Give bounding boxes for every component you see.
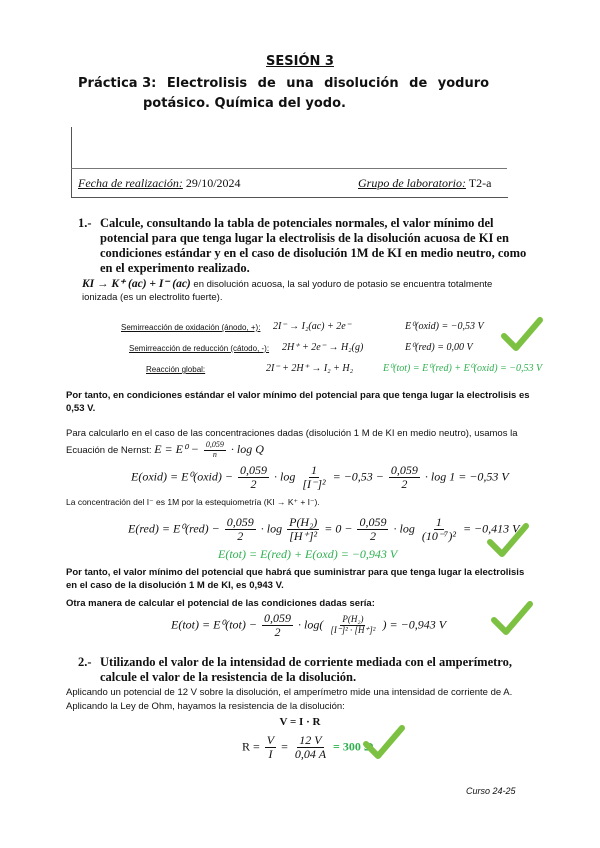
ered-in-num2: 1 — [435, 515, 442, 529]
nernst-frac-den: n — [212, 449, 217, 459]
date-row — [78, 176, 241, 191]
practice-title — [78, 76, 518, 91]
etot2-in-num: P(H₂) — [342, 614, 364, 625]
nernst-frac-num: 0,059 — [205, 440, 224, 449]
r-result: = 300 Ω — [333, 739, 374, 754]
etot-line: E(tot) = E(red) + E(oxd) = −0,943 V — [218, 547, 398, 561]
etot2-num: 0,059 — [264, 611, 291, 625]
ox-label — [121, 323, 260, 332]
practice-title-line2: potásico. Química del yodo. — [143, 96, 346, 111]
group-value: T2-a — [468, 176, 492, 190]
eox-den: 2 — [250, 477, 257, 492]
ered-in-den2: (10⁻⁷)² — [421, 529, 456, 544]
session-title: SESIÓN 3 — [266, 54, 334, 69]
etot2-end: ) = −0,943 V — [382, 617, 447, 632]
q1-text: Calcule, consultando la tabla de potenciales normales, el valor mínimo del potencial para que tenga lugar la electrolisis de la disolución acuosa de KI en condiciones estándar y en el caso de disolución 1M de KI en medio neutro, como en el experimento realizado. — [100, 216, 527, 275]
ox-pot: E⁰(oxid) = −0,53 V — [405, 321, 484, 332]
other-way: Otra manera de calcular el potencial de las condiciones dadas sería: — [66, 598, 375, 609]
etot2-log: · log( — [298, 617, 324, 632]
course-footer: Curso 24-25 — [466, 786, 516, 796]
eox-equation — [131, 464, 509, 491]
q1-number: 1.- — [78, 216, 92, 230]
red-label — [129, 344, 269, 353]
q2-number: 2.- — [78, 655, 92, 669]
global-label-text: Reacción global: — [146, 365, 206, 374]
r-lhs: R = — [242, 739, 260, 754]
ered-num2: 0,059 — [359, 515, 387, 529]
global-label — [146, 365, 205, 374]
ox-eq: 2I⁻ → I₂(ac) + 2e⁻ — [273, 321, 351, 332]
q2-answer: Aplicando un potencial de 12 V sobre la disolución, el amperímetro mide una intensidad de corriente de A. Aplicando la Ley de Ohm, hayamos la resistencia de la disolución: — [66, 687, 513, 712]
eox-mid: = −0,53 − — [332, 469, 384, 484]
nernst-intro — [66, 426, 536, 460]
check-icon — [488, 598, 536, 638]
ered-num: 0,059 — [226, 515, 254, 529]
check-icon — [498, 314, 546, 354]
check-icon — [360, 722, 408, 762]
eox-log: · log — [273, 469, 296, 484]
etot2-in-den: [I⁻]² · [H⁺]² — [330, 625, 376, 636]
red-eq: 2H⁺ + 2e⁻ → H₂(g) — [282, 342, 364, 353]
ered-in-den: [H⁺]² — [289, 529, 318, 544]
eox-num: 0,059 — [239, 463, 267, 477]
q2-text: Utilizando el valor de la intensidad de corriente mediada con el amperímetro, calcule el valor de la resistencia de la disolución. — [100, 655, 512, 684]
ohm-law: V = I · R — [279, 716, 321, 728]
ox-label-text: Semirreacción de oxidación (ánodo, +): — [121, 323, 261, 332]
ered-lhs: E(red) = E⁰(red) − — [128, 521, 220, 536]
red-label-text: Semirreacción de reducción (cátodo, -): — [129, 344, 270, 353]
eox-den2: 2 — [401, 477, 408, 492]
ered-den2: 2 — [369, 529, 376, 544]
global-eq: 2I⁻ + 2H⁺ → I₂ + H₂ — [266, 363, 354, 374]
r-f2-den: 0,04 A — [294, 747, 327, 762]
conclusion-2: Por tanto, el valor mínimo del potencial que habrá que suministrar para que tenga lugar la electrolisis en el caso de la disolución 1 M de KI, es 0,943 V. — [66, 567, 525, 591]
nernst-eq-rhs: · log Q — [230, 442, 264, 457]
check-icon — [484, 520, 532, 560]
r-equation — [242, 734, 373, 761]
eox-in-num: 1 — [310, 463, 317, 477]
conc-note: La concentración del I⁻ es 1M por la estequiometría (KI → K⁺ + I⁻). — [66, 497, 320, 507]
global-pot: E⁰(tot) = E⁰(red) + E⁰(oxid) = −0,53 V — [383, 363, 543, 374]
date-value: 29/10/2024 — [185, 176, 241, 190]
r-f2-num: 12 V — [299, 733, 322, 747]
nernst-eq — [154, 440, 264, 459]
group-row — [358, 176, 491, 191]
practice-title-line1: Electrolisis de una disolución de yoduro — [166, 76, 490, 91]
eox-lhs: E(oxid) = E⁰(oxid) − — [131, 469, 233, 484]
etot2-den: 2 — [274, 625, 281, 640]
ered-equation — [128, 516, 519, 543]
ered-end: = −0,413 V — [462, 521, 520, 536]
meta-divider — [71, 168, 507, 169]
practice-label: Práctica 3: — [78, 76, 157, 91]
ered-den: 2 — [237, 529, 244, 544]
ered-in-num: P(H₂) — [289, 515, 318, 529]
eox-in-den: [I⁻]² — [302, 477, 326, 492]
red-pot: E⁰(red) = 0,00 V — [405, 342, 473, 353]
etot2-lhs: E(tot) = E⁰(tot) − — [171, 617, 257, 632]
ered-mid: = 0 − — [324, 521, 353, 536]
dissociation-text: en disolución acuosa, la sal yoduro de potasio se encuentra totalmente ionizada (es un electrolito fuerte). — [82, 279, 493, 303]
r-f1-den: I — [268, 747, 273, 762]
date-label: Fecha de realización: — [78, 176, 183, 190]
dissociation-eq: KI → K⁺ (ac) + I⁻ (ac) — [82, 278, 191, 290]
nernst-eq-lhs: E = E⁰ − — [154, 442, 199, 457]
eox-num2: 0,059 — [390, 463, 418, 477]
conclusion-1: Por tanto, en condiciones estándar el valor mínimo del potencial para que tenga lugar la electrolisis es 0,53 V. — [66, 390, 530, 414]
nernst-intro-text: Para calcularlo en el caso de las concentraciones dadas (disolución 1 M de KI en medio neutro), usamos la Ecuación de Nernst: — [66, 428, 518, 457]
etot2-equation — [171, 612, 446, 639]
eox-end: · log 1 = −0,53 V — [424, 469, 509, 484]
ered-log2: · log — [393, 521, 415, 536]
dissociation — [82, 278, 522, 304]
group-label: Grupo de laboratorio: — [358, 176, 466, 190]
r-f1-num: V — [266, 733, 275, 747]
ered-log: · log — [260, 521, 283, 536]
r-eq: = — [281, 739, 288, 754]
